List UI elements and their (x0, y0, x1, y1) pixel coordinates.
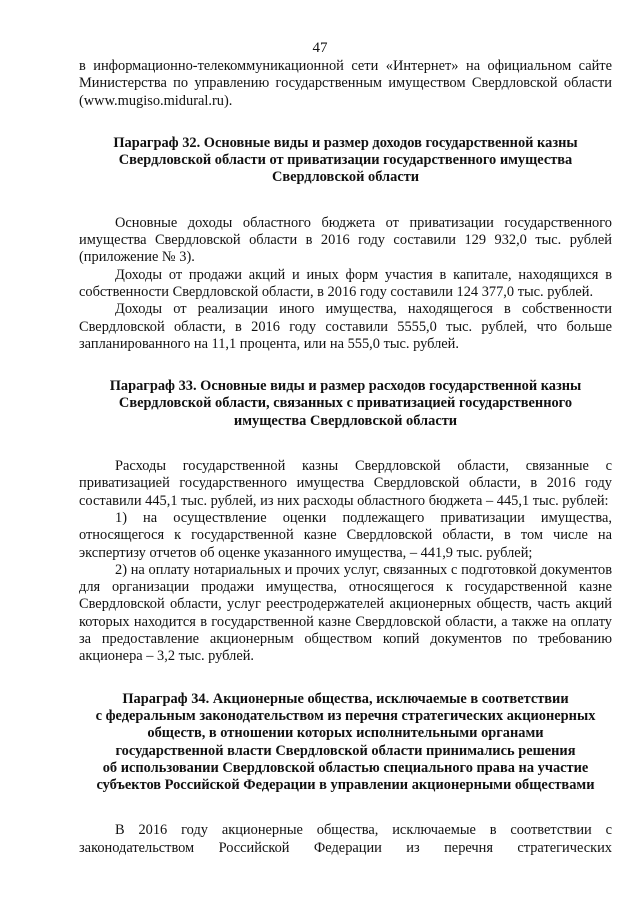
section-33-paragraph: Расходы государственной казны Свердловской области, связанные с приватизацией государственного имущества Свердловской области, в 2016 году составили 445,1 тыс. рублей, из них расходы областного бюджета – 445,1 тыс. рублей: (79, 458, 612, 509)
document-body (79, 58, 612, 857)
section-33-paragraph: 2) на оплату нотариальных и прочих услуг, связанных с подготовкой документов для организации продажи имущества, относящегося к государственной казне Свердловской области, услуг реестродержателей акционерных обществ, часть акций которых находится в государственной казне Свердловской области, а также на оплату за предоставление акционерным обществом копий документов по требованию акционера – 3,2 тыс. рублей. (79, 561, 612, 665)
title-line: Параграф 32. Основные виды и размер доходов государственной казны (113, 134, 578, 151)
section-32-paragraph: Доходы от реализации иного имущества, находящегося в собственности Свердловской области, в 2016 году составили 5555,0 тыс. рублей, что больше запланированного на 11,1 процента, или на 555,0 тыс. рублей. (79, 301, 612, 352)
title-line: субъектов Российской Федерации в управлении акционерными обществами (96, 777, 595, 794)
title-line: Свердловской области (271, 169, 420, 186)
title-line: обществ, в отношении которых исполнительными органами (147, 725, 544, 742)
intro-paragraph: в информационно-телекоммуникационной сети «Интернет» на официальном сайте Министерства по управлению государственным имуществом Свердловской области (www.mugiso.midural.ru). (79, 58, 612, 109)
title-line: Параграф 33. Основные виды и размер расходов государственной казны (109, 378, 582, 395)
section-32-title (79, 135, 612, 187)
section-33-title (79, 378, 612, 430)
section-33-paragraph: 1) на осуществление оценки подлежащего приватизации имущества, относящегося к государственной казне Свердловской области, в том числе на экспертизу отчетов об оценке указанного имущества, – 441,9 тыс. рублей; (79, 509, 612, 561)
title-line: Параграф 34. Акционерные общества, исключаемые в соответствии (122, 690, 569, 707)
title-line: Свердловской области, связанных с приватизацией государственного (118, 395, 573, 412)
section-34-title (79, 691, 612, 795)
page-number: 47 (312, 40, 328, 56)
title-line: имущества Свердловской области (233, 412, 458, 429)
section-32-paragraph: Основные доходы областного бюджета от приватизации государственного имущества Свердловской области в 2016 году составили 129 932,0 тыс. рублей (приложение № 3). (79, 214, 612, 266)
title-line: с федеральным законодательством из перечня стратегических акционерных (95, 707, 596, 724)
section-34-paragraph: В 2016 году акционерные общества, исключаемые в соответствии с законодательством Российской Федерации из перечня стратегических (79, 822, 612, 856)
section-32-paragraph: Доходы от продажи акций и иных форм участия в капитале, находящихся в собственности Свердловской области, в 2016 году составили 124 377,0 тыс. рублей. (79, 266, 612, 300)
title-line: Свердловской области от приватизации государственного имущества (118, 152, 573, 169)
title-line: об использовании Свердловской областью специального права на участие (102, 759, 589, 776)
title-line: государственной власти Свердловской области принимались решения (115, 742, 576, 759)
